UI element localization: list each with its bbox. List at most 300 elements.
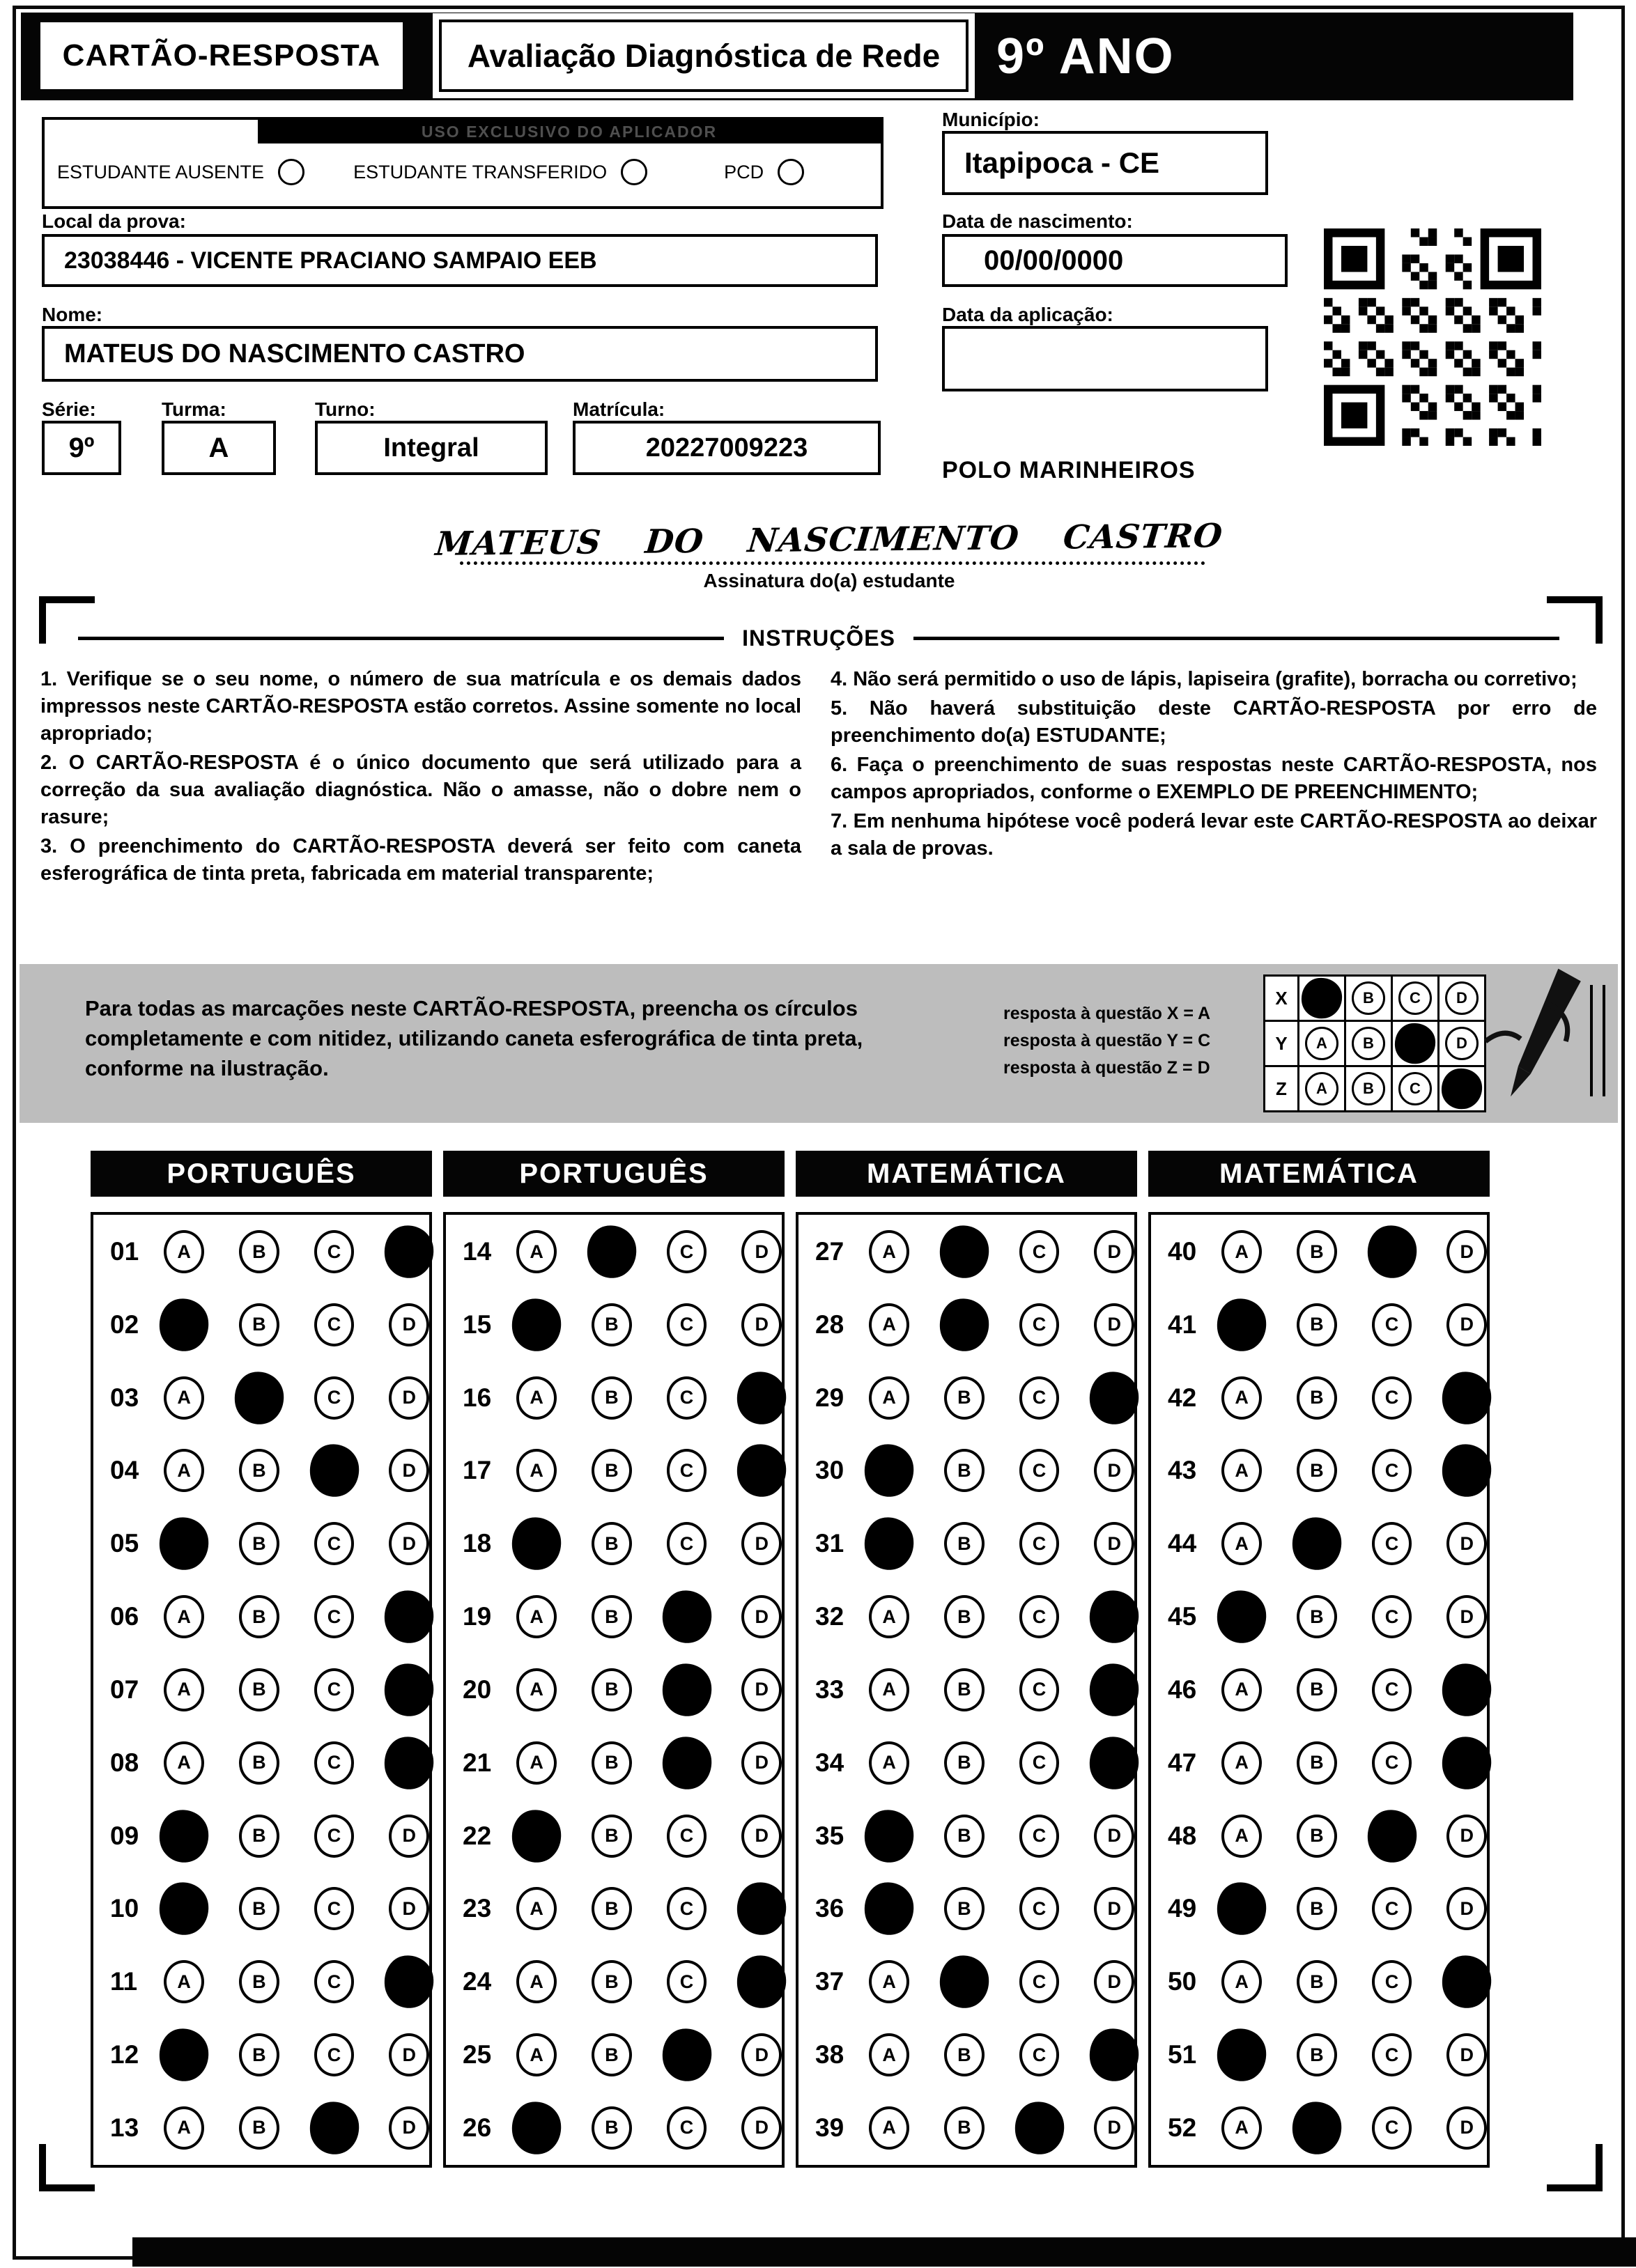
question-row <box>446 1815 782 1858</box>
bubble-B[interactable]: B <box>239 1230 279 1273</box>
bubble-B[interactable]: B <box>1297 2033 1337 2076</box>
bubble-A[interactable]: A <box>164 1668 204 1711</box>
bubble-B[interactable]: B <box>1297 1376 1337 1420</box>
bubble-A[interactable] <box>157 1296 212 1354</box>
bubble-D[interactable] <box>734 1369 789 1427</box>
bubble-B[interactable]: B <box>944 1741 985 1785</box>
aplicador-option <box>724 159 804 185</box>
question-number: 04 <box>110 1456 139 1485</box>
bubble-D[interactable]: D <box>1446 2033 1487 2076</box>
instruction-item: 6. Faça o preenchimento de suas respostas neste CARTÃO-RESPOSTA, nos campos apropriados, conforme o EXEMPLO DE PREENCHIMENTO; <box>831 754 1597 803</box>
question-row <box>798 1815 1134 1858</box>
question-number: 29 <box>815 1383 844 1412</box>
bubble-B[interactable]: B <box>592 2033 632 2076</box>
example-cell <box>1344 1065 1393 1112</box>
bubble-D[interactable]: D <box>389 2106 429 2150</box>
question-number: 22 <box>463 1821 492 1850</box>
bubble-C[interactable]: C <box>1372 1303 1412 1346</box>
bubble-C[interactable]: C <box>1019 1815 1060 1858</box>
bubble-A[interactable]: A <box>1221 1522 1262 1565</box>
bubble-C[interactable]: C <box>1372 1376 1412 1420</box>
question-row <box>798 1449 1134 1492</box>
bubble-A[interactable]: A <box>516 2033 557 2076</box>
bubble-B[interactable] <box>936 1222 991 1281</box>
bubble-B[interactable]: B <box>592 1887 632 1930</box>
bubble-B[interactable]: B <box>1297 1449 1337 1492</box>
pen-illustration <box>1460 965 1586 1108</box>
bubble-C[interactable] <box>659 1587 714 1646</box>
bubble-A[interactable]: A <box>516 1449 557 1492</box>
bubble-C[interactable]: C <box>1372 1522 1412 1565</box>
bubble-D[interactable]: D <box>1094 1230 1134 1273</box>
bubble-A[interactable] <box>862 1442 917 1500</box>
example-cell <box>1344 1020 1393 1067</box>
bubble-B[interactable]: B <box>592 1449 632 1492</box>
bubble-C[interactable]: C <box>314 1522 355 1565</box>
bubble-B[interactable]: B <box>592 1376 632 1420</box>
bubble-D[interactable]: D <box>741 1595 782 1638</box>
bubble-B[interactable]: B <box>944 1815 985 1858</box>
bubble-D[interactable]: D <box>741 1815 782 1858</box>
bubble-C[interactable] <box>1012 2099 1067 2157</box>
bubble-A[interactable] <box>1214 2026 1270 2084</box>
bubble-D[interactable] <box>1440 1661 1495 1719</box>
bubble-D[interactable] <box>734 1880 789 1939</box>
polo-label: POLO MARINHEIROS <box>942 457 1196 483</box>
bubble-D[interactable] <box>1087 1661 1142 1719</box>
bubble-C[interactable]: C <box>1372 1887 1412 1930</box>
question-number: 32 <box>815 1602 844 1631</box>
bubble-C[interactable]: C <box>667 1815 707 1858</box>
bubble-B[interactable]: B <box>1297 1668 1337 1711</box>
bubble-C[interactable]: C <box>1372 2106 1412 2150</box>
question-row <box>446 1960 782 2003</box>
bubble-B[interactable] <box>231 1369 286 1427</box>
bubble-A[interactable]: A <box>869 1376 909 1420</box>
bubble-A[interactable]: A <box>164 1741 204 1785</box>
question-row <box>1151 1960 1487 2003</box>
bubble-A[interactable] <box>1214 1587 1270 1646</box>
bubble-A[interactable]: A <box>1221 1960 1262 2003</box>
bubble-C[interactable]: C <box>1372 1960 1412 2003</box>
bubble-B[interactable]: B <box>1297 1303 1337 1346</box>
bubble-A[interactable]: A <box>164 1230 204 1273</box>
question-row <box>93 1522 429 1565</box>
bubble-D[interactable]: D <box>389 1376 429 1420</box>
bubble-B[interactable]: B <box>239 1668 279 1711</box>
bubble-B[interactable]: B <box>1297 1741 1337 1785</box>
bottom-timing-bar <box>132 2237 1636 2267</box>
nascimento-field: 00/00/0000 <box>942 234 1288 287</box>
bubble-B[interactable]: B <box>1297 1887 1337 1930</box>
bubble-D[interactable]: D <box>741 1741 782 1785</box>
bubble-C[interactable]: C <box>1019 1522 1060 1565</box>
serie-label: Série: <box>42 398 96 420</box>
bubble-A[interactable]: A <box>516 1887 557 1930</box>
bubble-B[interactable]: B <box>239 2033 279 2076</box>
bubble-A[interactable]: A <box>516 1960 557 2003</box>
question-row <box>798 1230 1134 1273</box>
bubble-A[interactable] <box>1214 1296 1270 1354</box>
question-number: 13 <box>110 2113 139 2142</box>
bubble-B[interactable]: B <box>239 1741 279 1785</box>
turno-field: Integral <box>315 421 548 475</box>
bubble-A[interactable]: A <box>516 1376 557 1420</box>
bubble-B[interactable]: B <box>592 1522 632 1565</box>
bubble-C[interactable]: C <box>1019 2033 1060 2076</box>
bubble-D[interactable] <box>1087 1734 1142 1792</box>
question-row <box>446 1741 782 1785</box>
bubble-B[interactable]: B <box>1297 1230 1337 1273</box>
bubble-D[interactable] <box>382 1661 437 1719</box>
bubble-D[interactable]: D <box>1446 1230 1487 1273</box>
instruction-item: 3. O preenchimento do CARTÃO-RESPOSTA deverá ser feito com caneta esferográfica de tinta preta, fabricada em material transparente; <box>40 835 801 885</box>
bubble-D[interactable]: D <box>741 1522 782 1565</box>
bubble-B[interactable]: B <box>592 2106 632 2150</box>
bubble-D[interactable]: D <box>389 1449 429 1492</box>
bubble-C[interactable]: C <box>1019 1668 1060 1711</box>
bubble-A[interactable]: A <box>516 1595 557 1638</box>
question-row <box>446 2033 782 2076</box>
bubble-C[interactable]: C <box>667 1960 707 2003</box>
bubble-B[interactable]: B <box>592 1668 632 1711</box>
bubble-C[interactable]: C <box>314 1887 355 1930</box>
bubble-A[interactable]: A <box>164 1449 204 1492</box>
question-row <box>1151 1668 1487 1711</box>
legend-line: resposta à questão Z = D <box>1003 1058 1210 1078</box>
question-number: 47 <box>1168 1748 1197 1777</box>
bubble-C[interactable]: C <box>1019 1303 1060 1346</box>
bubble-D[interactable] <box>1087 1369 1142 1427</box>
question-row <box>93 1376 429 1420</box>
question-number: 35 <box>815 1821 844 1850</box>
bubble-C[interactable]: C <box>1019 1741 1060 1785</box>
bubble-B[interactable]: B <box>239 1887 279 1930</box>
bubble-A[interactable]: A <box>1221 1230 1262 1273</box>
bubble-C[interactable]: C <box>314 1303 355 1346</box>
question-row <box>798 1887 1134 1930</box>
bubble-C[interactable]: C <box>314 1668 355 1711</box>
bubble-D[interactable]: D <box>1446 1303 1487 1346</box>
bubble-C[interactable]: C <box>314 1815 355 1858</box>
aplicador-option-bubble[interactable] <box>621 159 647 185</box>
bubble-D[interactable]: D <box>389 1815 429 1858</box>
bubble-C[interactable] <box>1364 1222 1419 1281</box>
bubble-C[interactable]: C <box>667 1887 707 1930</box>
bubble-D[interactable]: D <box>389 1303 429 1346</box>
bubble-C[interactable]: C <box>314 1741 355 1785</box>
bubble-D[interactable]: D <box>1094 1887 1134 1930</box>
bubble-A[interactable]: A <box>1221 1741 1262 1785</box>
heading-rule-left <box>78 637 724 640</box>
question-row <box>446 1303 782 1346</box>
question-row <box>446 2106 782 2150</box>
bubble-A[interactable]: A <box>1221 1815 1262 1858</box>
bubble-D[interactable]: D <box>1446 1595 1487 1638</box>
signature-line <box>460 561 1205 565</box>
bubble-D[interactable] <box>382 1952 437 2011</box>
question-number: 02 <box>110 1310 139 1339</box>
bubble-B[interactable] <box>584 1222 639 1281</box>
bubble-C[interactable]: C <box>1372 2033 1412 2076</box>
bubble-B[interactable] <box>1289 2099 1344 2157</box>
bubble-D[interactable]: D <box>1094 1449 1134 1492</box>
bubble-C[interactable]: C <box>667 1449 707 1492</box>
bubble-B[interactable]: B <box>592 1303 632 1346</box>
bubble-C[interactable]: C <box>1019 1595 1060 1638</box>
example-cell <box>1297 974 1346 1022</box>
bubble-C[interactable]: C <box>1372 1595 1412 1638</box>
bubble-C[interactable]: C <box>1372 1668 1412 1711</box>
bubble-D[interactable]: D <box>1094 1815 1134 1858</box>
aplicador-option <box>57 159 304 185</box>
question-number: 09 <box>110 1821 139 1850</box>
example-bubble-C: C <box>1398 1072 1432 1105</box>
bubble-C[interactable]: C <box>1019 1376 1060 1420</box>
example-row-label: Z <box>1263 1065 1299 1112</box>
question-number: 12 <box>110 2040 139 2069</box>
matricula-label: Matrícula: <box>573 398 665 420</box>
question-number: 40 <box>1168 1237 1197 1266</box>
bubble-B[interactable]: B <box>1297 1960 1337 2003</box>
bubble-B[interactable]: B <box>944 1887 985 1930</box>
bubble-A[interactable]: A <box>869 1960 909 2003</box>
instruction-item: 4. Não será permitido o uso de lápis, lapiseira (grafite), borracha ou corretivo; <box>831 668 1577 690</box>
example-row <box>1265 1022 1486 1067</box>
municipio-label: Município: <box>942 109 1040 130</box>
bubble-D[interactable]: D <box>1446 1815 1487 1858</box>
question-row <box>1151 1815 1487 1858</box>
question-number: 07 <box>110 1675 139 1704</box>
bubble-D[interactable]: D <box>741 2033 782 2076</box>
bubble-C[interactable]: C <box>1019 1230 1060 1273</box>
bubble-B[interactable] <box>936 1296 991 1354</box>
bubble-D[interactable] <box>1440 1442 1495 1500</box>
question-number: 52 <box>1168 2113 1197 2142</box>
question-row <box>93 2106 429 2150</box>
bubble-A[interactable]: A <box>869 1303 909 1346</box>
bubble-B[interactable]: B <box>239 1815 279 1858</box>
bubble-A[interactable]: A <box>869 2033 909 2076</box>
bubble-A[interactable]: A <box>516 1668 557 1711</box>
bubble-A[interactable] <box>509 1807 564 1865</box>
bubble-C[interactable] <box>307 1442 362 1500</box>
bubble-A[interactable]: A <box>1221 2106 1262 2150</box>
student-signature: MATEUS DO NASCIMENTO CASTRO <box>433 517 1225 564</box>
bubble-B[interactable]: B <box>592 1741 632 1785</box>
question-row <box>93 1668 429 1711</box>
question-row <box>798 1595 1134 1638</box>
bubble-D[interactable] <box>734 1952 789 2011</box>
bubble-A[interactable]: A <box>516 1741 557 1785</box>
aplicacao-field <box>942 326 1268 391</box>
question-number: 10 <box>110 1894 139 1923</box>
bubble-A[interactable]: A <box>869 1741 909 1785</box>
question-number: 38 <box>815 2040 844 2069</box>
local-label: Local da prova: <box>42 210 186 232</box>
bubble-D[interactable] <box>382 1222 437 1281</box>
bubble-A[interactable] <box>157 1514 212 1573</box>
bubble-D[interactable]: D <box>389 2033 429 2076</box>
legend-line: resposta à questão Y = C <box>1003 1031 1211 1050</box>
bubble-B[interactable]: B <box>944 1376 985 1420</box>
bubble-C[interactable]: C <box>1372 1741 1412 1785</box>
example-bubble-A: A <box>1305 1072 1338 1105</box>
bubble-D[interactable]: D <box>1446 1887 1487 1930</box>
bubble-D[interactable] <box>382 1734 437 1792</box>
bubble-C[interactable]: C <box>1019 1960 1060 2003</box>
example-row-label: X <box>1263 974 1299 1022</box>
bubble-B[interactable]: B <box>944 1449 985 1492</box>
question-row <box>446 1522 782 1565</box>
bubble-A[interactable]: A <box>164 2106 204 2150</box>
bubble-A[interactable]: A <box>1221 1449 1262 1492</box>
bubble-D[interactable]: D <box>1094 2106 1134 2150</box>
bubble-D[interactable]: D <box>741 1303 782 1346</box>
bubble-B[interactable]: B <box>944 2033 985 2076</box>
bubble-B[interactable]: B <box>592 1815 632 1858</box>
question-row <box>1151 1595 1487 1638</box>
bubble-D[interactable] <box>1440 1369 1495 1427</box>
bubble-A[interactable] <box>157 1880 212 1939</box>
nome-label: Nome: <box>42 304 103 325</box>
bubble-D[interactable] <box>1087 1587 1142 1646</box>
example-bubble-B: B <box>1352 981 1385 1015</box>
bubble-A[interactable]: A <box>1221 1668 1262 1711</box>
bubble-B[interactable]: B <box>239 1303 279 1346</box>
bubble-D[interactable]: D <box>741 1230 782 1273</box>
bubble-C[interactable]: C <box>667 2106 707 2150</box>
aplicador-option-label: PCD <box>724 161 764 182</box>
bubble-B[interactable]: B <box>944 2106 985 2150</box>
bubble-A[interactable]: A <box>869 1230 909 1273</box>
nome-field: MATEUS DO NASCIMENTO CASTRO <box>42 326 878 382</box>
question-number: 01 <box>110 1237 139 1266</box>
question-number: 16 <box>463 1383 492 1412</box>
bubble-A[interactable] <box>862 1807 917 1865</box>
bubble-C[interactable]: C <box>667 1522 707 1565</box>
bubble-A[interactable]: A <box>164 1595 204 1638</box>
corner-mark-bottom-right <box>1547 2144 1603 2191</box>
bubble-B[interactable]: B <box>944 1522 985 1565</box>
question-row <box>93 1741 429 1785</box>
bubble-A[interactable] <box>509 1296 564 1354</box>
question-number: 49 <box>1168 1894 1197 1923</box>
bubble-D[interactable]: D <box>389 1522 429 1565</box>
bubble-A[interactable]: A <box>869 1595 909 1638</box>
example-divider-lines <box>1590 985 1605 1096</box>
bubble-D[interactable] <box>734 1442 789 1500</box>
bubble-C[interactable]: C <box>1372 1449 1412 1492</box>
question-row <box>93 1887 429 1930</box>
bubble-A[interactable] <box>509 1514 564 1573</box>
question-number: 48 <box>1168 1821 1197 1850</box>
bubble-C[interactable] <box>659 2026 714 2084</box>
bubble-B[interactable]: B <box>239 1595 279 1638</box>
bubble-B[interactable] <box>1289 1514 1344 1573</box>
bubble-B[interactable]: B <box>1297 1595 1337 1638</box>
bubble-C[interactable]: C <box>1019 1449 1060 1492</box>
bubble-A[interactable] <box>862 1880 917 1939</box>
question-number: 26 <box>463 2113 492 2142</box>
aplicador-option-bubble[interactable] <box>778 159 804 185</box>
instructions-title: INSTRUÇÕES <box>742 626 895 651</box>
bubble-D[interactable]: D <box>1094 1960 1134 2003</box>
instruction-item: 1. Verifique se o seu nome, o número de sua matrícula e os demais dados impressos neste CARTÃO-RESPOSTA estão corretos. Assine somente no local apropriado; <box>40 668 801 745</box>
bubble-D[interactable] <box>1087 2026 1142 2084</box>
bubble-B[interactable]: B <box>239 1960 279 2003</box>
example-row-label: Y <box>1263 1020 1299 1067</box>
bubble-A[interactable] <box>509 2099 564 2157</box>
bubble-A[interactable] <box>862 1514 917 1573</box>
bubble-B[interactable]: B <box>1297 1815 1337 1858</box>
bubble-C[interactable] <box>659 1661 714 1719</box>
bubble-B[interactable]: B <box>944 1668 985 1711</box>
bubble-D[interactable]: D <box>1094 1303 1134 1346</box>
bubble-B[interactable]: B <box>592 1960 632 2003</box>
bubble-C[interactable] <box>659 1734 714 1792</box>
bubble-A[interactable] <box>1214 1880 1270 1939</box>
question-row <box>798 1522 1134 1565</box>
bubble-C[interactable]: C <box>314 1376 355 1420</box>
assessment-title: Avaliação Diagnóstica de Rede <box>439 20 969 92</box>
turma-field: A <box>162 421 276 475</box>
bubble-A[interactable] <box>157 2026 212 2084</box>
bubble-B[interactable]: B <box>239 2106 279 2150</box>
bubble-A[interactable] <box>157 1807 212 1865</box>
bubble-C[interactable]: C <box>667 1376 707 1420</box>
bubble-A[interactable]: A <box>1221 1376 1262 1420</box>
bubble-C[interactable]: C <box>314 1960 355 2003</box>
aplicador-option-bubble[interactable] <box>278 159 304 185</box>
bubble-C[interactable] <box>307 2099 362 2157</box>
bubble-A[interactable]: A <box>869 2106 909 2150</box>
bubble-B[interactable] <box>936 1952 991 2011</box>
aplicacao-label: Data da aplicação: <box>942 304 1113 325</box>
bubble-D[interactable] <box>382 1587 437 1646</box>
answer-section <box>1148 1151 1490 2168</box>
bubble-A[interactable]: A <box>164 1376 204 1420</box>
bubble-C[interactable] <box>1364 1807 1419 1865</box>
bubble-C[interactable]: C <box>314 2033 355 2076</box>
bubble-C[interactable]: C <box>314 1230 355 1273</box>
bubble-D[interactable]: D <box>389 1887 429 1930</box>
bubble-D[interactable]: D <box>1446 2106 1487 2150</box>
question-number: 44 <box>1168 1529 1197 1558</box>
question-number: 50 <box>1168 1967 1197 1996</box>
bubble-C[interactable]: C <box>667 1303 707 1346</box>
bubble-C[interactable]: C <box>667 1230 707 1273</box>
bubble-D[interactable]: D <box>1094 1522 1134 1565</box>
bubble-C[interactable]: C <box>314 1595 355 1638</box>
question-row <box>1151 1741 1487 1785</box>
bubble-D[interactable]: D <box>1446 1522 1487 1565</box>
bubble-C[interactable]: C <box>1019 1887 1060 1930</box>
bubble-B[interactable]: B <box>592 1595 632 1638</box>
bubble-D[interactable]: D <box>741 1668 782 1711</box>
bubble-A[interactable]: A <box>164 1960 204 2003</box>
bubble-A[interactable]: A <box>869 1668 909 1711</box>
bubble-D[interactable] <box>1440 1734 1495 1792</box>
bubble-D[interactable] <box>1440 1952 1495 2011</box>
bubble-A[interactable]: A <box>516 1230 557 1273</box>
bubble-D[interactable]: D <box>741 2106 782 2150</box>
bubble-B[interactable]: B <box>239 1449 279 1492</box>
bubble-B[interactable]: B <box>944 1595 985 1638</box>
bubble-B[interactable]: B <box>239 1522 279 1565</box>
example-bubble-D: D <box>1445 1027 1479 1060</box>
question-row <box>1151 1887 1487 1930</box>
